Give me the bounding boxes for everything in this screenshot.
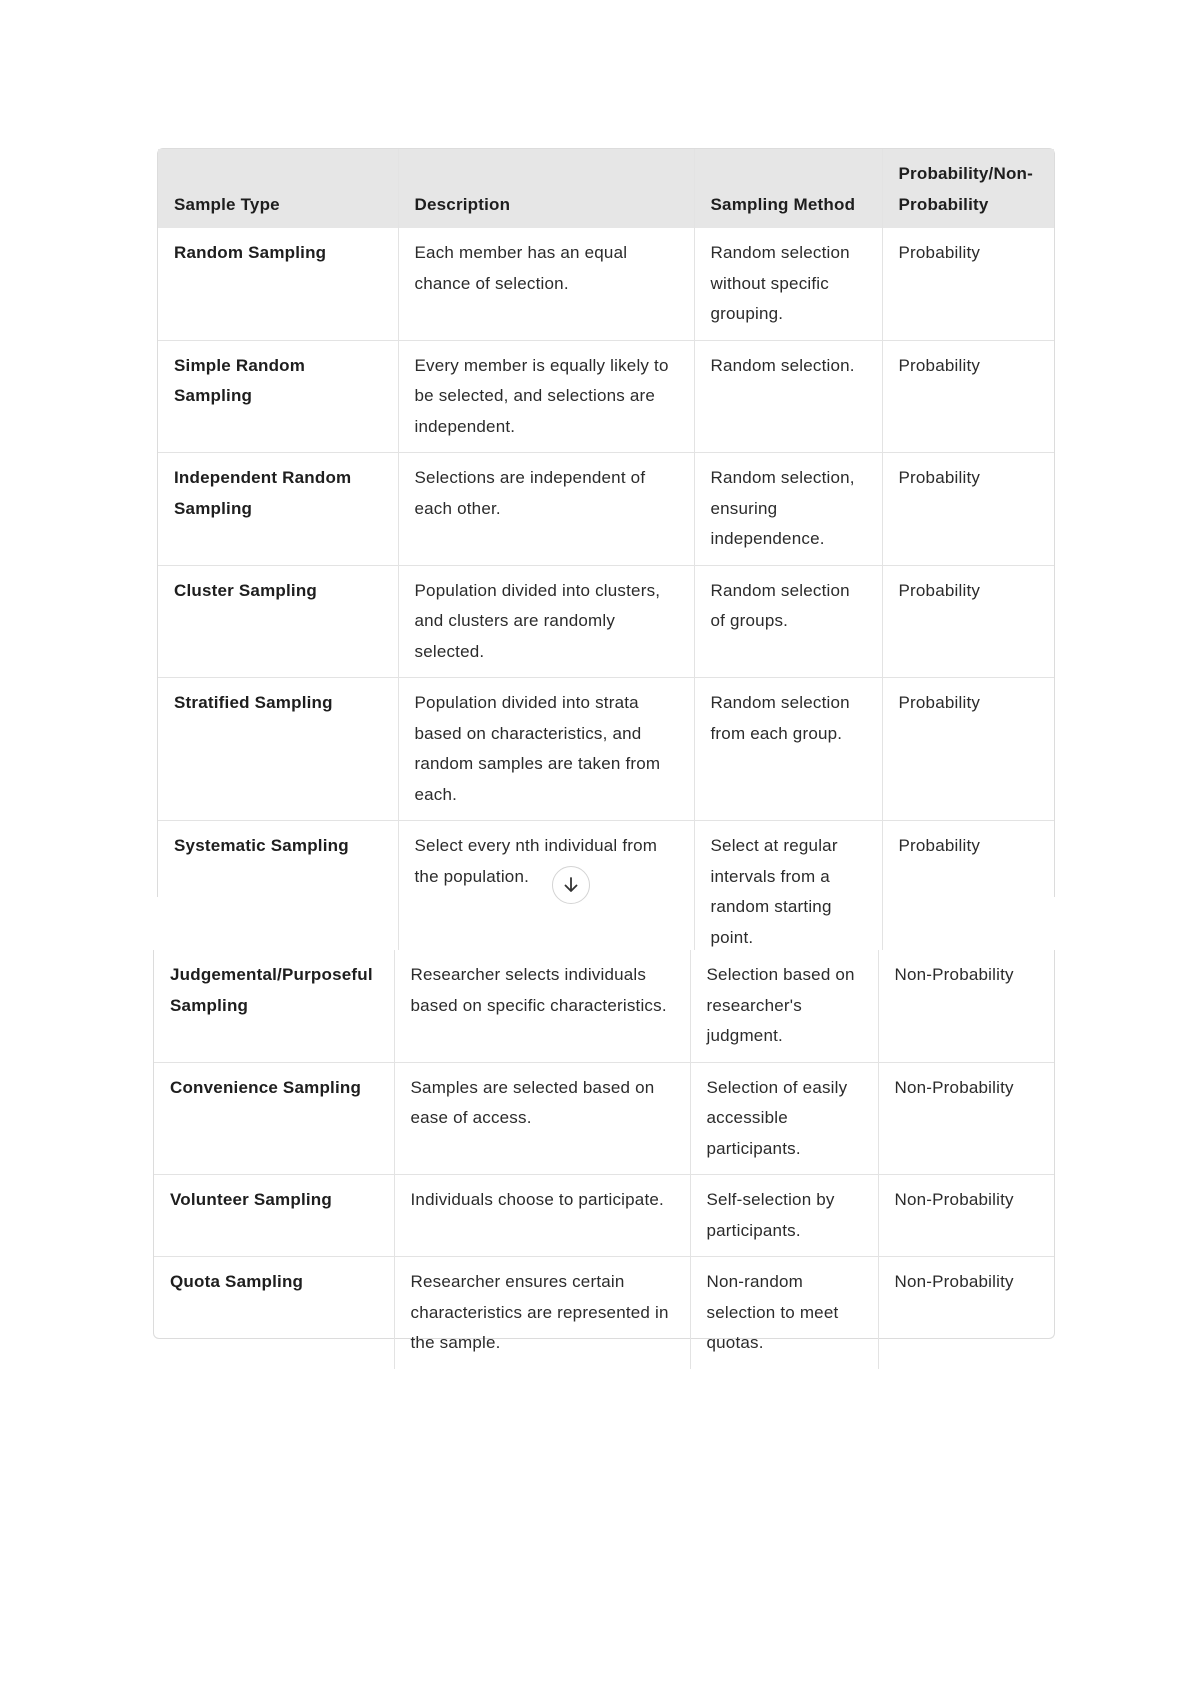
sampling-table-continued	[154, 950, 1054, 1369]
table-row	[154, 950, 1054, 1062]
description-cell: Population divided into strata based on characteristics, and random samples are taken from each.	[398, 678, 694, 821]
sampling-method-cell: Random selection, ensuring independence.	[694, 453, 882, 566]
sample-type-cell: Quota Sampling	[170, 1272, 304, 1291]
description-cell: Select every nth individual from the population.	[398, 821, 694, 964]
sampling-method-cell: Random selection.	[694, 340, 882, 453]
sample-type-cell: Random Sampling	[158, 228, 398, 340]
probability-cell: Non-Probability	[878, 1175, 1054, 1257]
description-cell: Selections are independent of each other.	[398, 453, 694, 566]
probability-cell: Non-Probability	[878, 950, 1054, 1062]
probability-cell: Non-Probability	[878, 1062, 1054, 1175]
probability-cell: Probability	[882, 678, 1054, 821]
table-row	[158, 340, 1054, 453]
probability-cell: Non-Probability	[878, 1257, 1054, 1369]
header-probability: Probability/Non-Probability	[882, 149, 1054, 228]
description-cell: Each member has an equal chance of selection.	[398, 228, 694, 340]
sample-type-cell: Cluster Sampling	[158, 565, 398, 678]
table-row	[154, 1062, 1054, 1175]
probability-cell: Probability	[882, 821, 1054, 964]
description-cell: Samples are selected based on ease of access.	[394, 1062, 690, 1175]
sampling-method-cell: Self-selection by participants.	[690, 1175, 878, 1257]
probability-cell: Probability	[882, 228, 1054, 340]
sampling-table-top	[157, 148, 1055, 947]
arrow-down-icon	[562, 876, 580, 894]
table-row	[158, 453, 1054, 566]
probability-cell: Probability	[882, 453, 1054, 566]
sample-type-cell: Simple Random Sampling	[158, 340, 398, 453]
table-header-row	[158, 149, 1054, 228]
description-cell: Individuals choose to participate.	[394, 1175, 690, 1257]
sample-type-cell: Systematic Sampling	[174, 836, 349, 855]
header-sample-type: Sample Type	[158, 149, 398, 228]
description-cell: Every member is equally likely to be selected, and selections are independent.	[398, 340, 694, 453]
sample-type-cell: Independent Random Sampling	[158, 453, 398, 566]
table-row	[158, 228, 1054, 340]
sampling-method-cell: Select at regular intervals from a random starting point.	[694, 821, 882, 964]
sampling-table	[158, 149, 1054, 963]
sampling-method-cell: Random selection from each group.	[694, 678, 882, 821]
sample-type-cell: Convenience Sampling	[154, 1062, 394, 1175]
sampling-method-cell: Selection based on researcher's judgment.	[690, 950, 878, 1062]
table-row	[158, 565, 1054, 678]
description-cell: Population divided into clusters, and clusters are randomly selected.	[398, 565, 694, 678]
sample-type-cell: Judgemental/Purposeful Sampling	[154, 950, 394, 1062]
table-row	[158, 821, 1054, 964]
table-row	[158, 678, 1054, 821]
table-row	[154, 1257, 1054, 1369]
sampling-method-cell: Selection of easily accessible participants.	[690, 1062, 878, 1175]
description-cell: Researcher selects individuals based on specific characteristics.	[394, 950, 690, 1062]
sampling-method-cell: Non-random selection to meet quotas.	[690, 1257, 878, 1369]
sampling-method-cell: Random selection without specific grouping.	[694, 228, 882, 340]
sample-type-cell: Volunteer Sampling	[154, 1175, 394, 1257]
scroll-down-button[interactable]	[552, 866, 590, 904]
probability-cell: Probability	[882, 565, 1054, 678]
table-row	[154, 1175, 1054, 1257]
header-description: Description	[398, 149, 694, 228]
description-cell: Researcher ensures certain characteristics are represented in the sample.	[394, 1257, 690, 1369]
sampling-table-bottom	[153, 950, 1055, 1352]
sampling-method-cell: Random selection of groups.	[694, 565, 882, 678]
probability-cell: Probability	[882, 340, 1054, 453]
header-sampling-method: Sampling Method	[694, 149, 882, 228]
sample-type-cell: Stratified Sampling	[158, 678, 398, 821]
